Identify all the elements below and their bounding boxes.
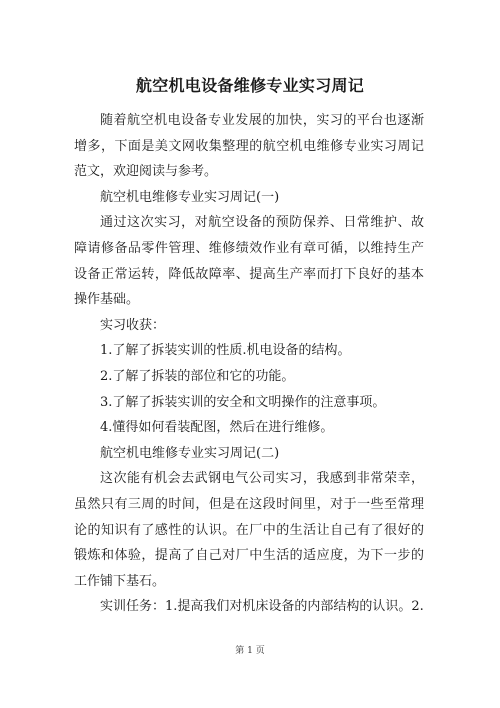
body-paragraph: 通过这次实习，对航空设备的预防保养、日常维护、故障请修备品零件管理、维修绩效作业有章可循，以维持生产设备正常运转，降低故障率、提高生产率而打下良好的基本操作基础。	[74, 215, 424, 308]
body-paragraph: 这次能有机会去武钢电气公司实习，我感到非常荣幸，虽然只有三周的时间，但是在这段时间里，对于一些至常理论的知识有了感性的认识。在厂中的生活让自己有了很好的锻炼和体验，提高了自己对厂中生活的适应度，为下一步的工作铺下基石。	[74, 471, 424, 589]
list-item: 1.了解了拆装实训的性质.机电设备的结构。	[100, 343, 351, 359]
section-heading-2: 航空机电维修专业实习周记(二)	[100, 445, 280, 461]
document-title: 航空机电设备维修专业实习周记	[135, 76, 365, 95]
body-paragraph: 实训任务：1.提高我们对机床设备的内部结构的认识。2.	[100, 599, 424, 615]
section-heading-1: 航空机电维修专业实习周记(一)	[100, 189, 280, 205]
document-body	[74, 108, 424, 620]
list-item: 4.懂得如何看装配图，然后在进行维修。	[100, 420, 334, 436]
intro-paragraph: 随着航空机电设备专业发展的加快，实习的平台也逐渐增多，下面是美文网收集整理的航空机电维修专业实习周记范文，欢迎阅读与参考。	[74, 113, 424, 180]
list-item: 2.了解了拆装的部位和它的功能。	[100, 368, 295, 384]
list-item: 3.了解了拆装实训的安全和文明操作的注意事项。	[100, 394, 386, 410]
page-number: 第 1 页	[235, 646, 265, 656]
gains-heading: 实习收获：	[100, 317, 166, 333]
